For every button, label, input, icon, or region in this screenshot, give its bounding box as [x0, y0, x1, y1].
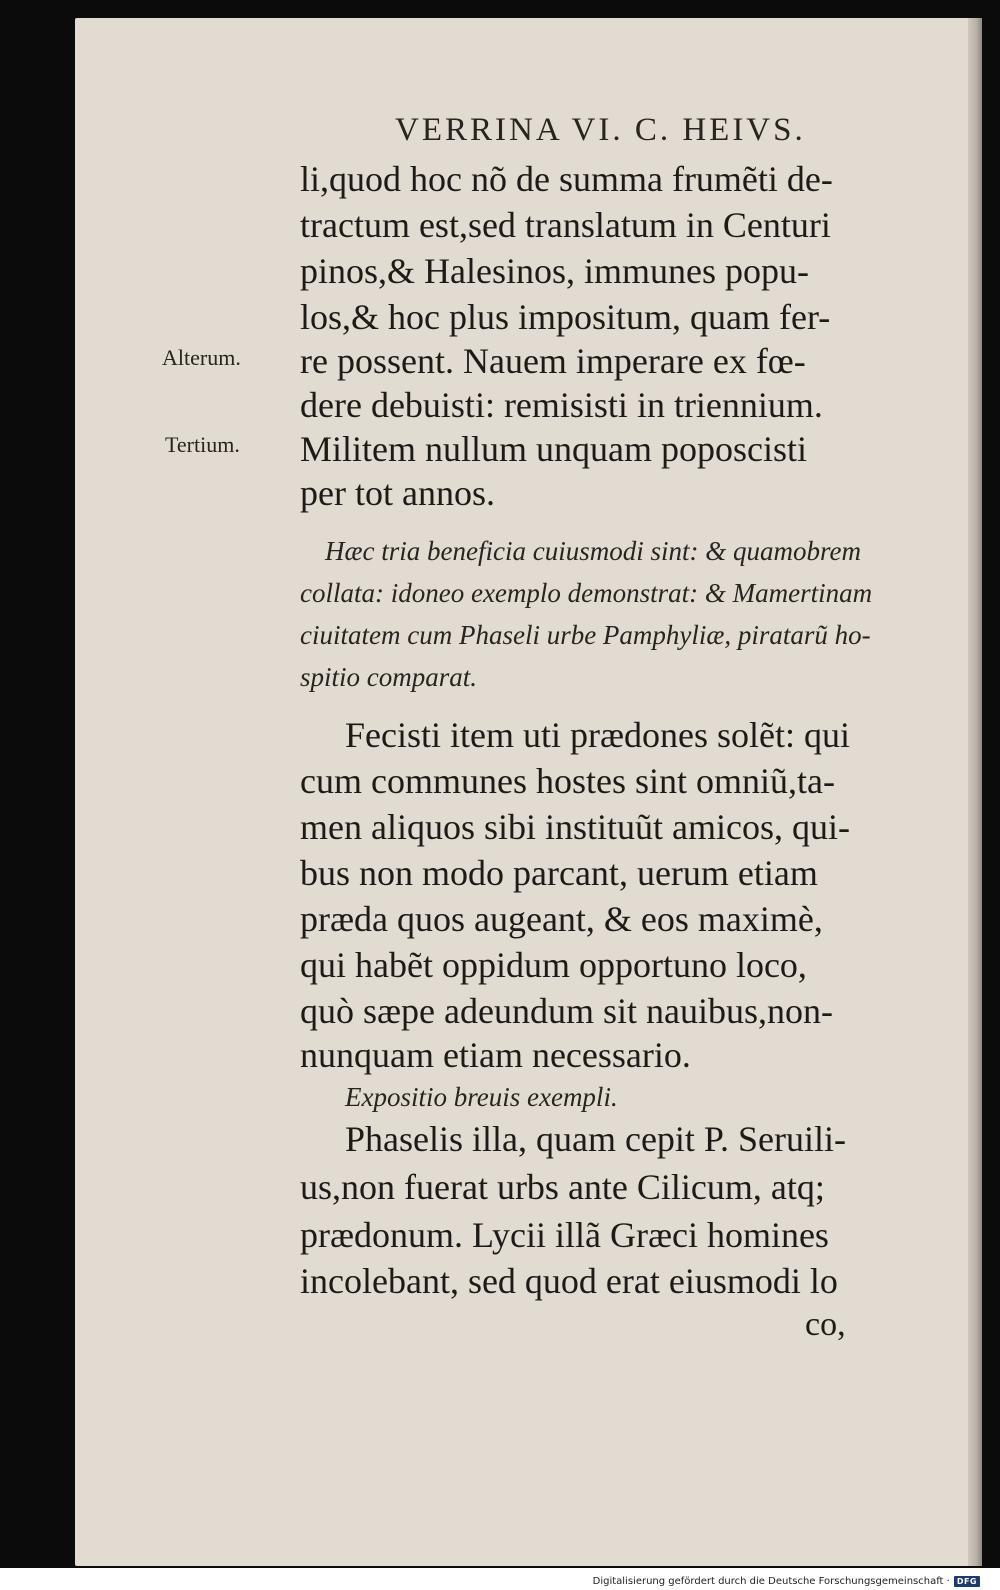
- text-line: us,non fuerat urbs ante Cilicum, atq;: [300, 1167, 825, 1207]
- text-line: li,quod hoc nõ de summa frumẽti de-: [300, 159, 833, 199]
- running-head: VERRINA VI. C. HEIVS.: [395, 112, 806, 148]
- text-line: qui habẽt oppidum opportuno loco,: [300, 945, 807, 985]
- margin-note-tertium: Tertium.: [165, 432, 240, 457]
- text-line: per tot annos.: [300, 473, 495, 513]
- argument-line: Hæc tria beneficia cuiusmodi sint: & quamobrem: [325, 536, 861, 566]
- text-line: Militem nullum unquam poposcisti: [300, 429, 807, 469]
- text-line: bus non modo parcant, uerum etiam: [300, 853, 818, 893]
- argument-line: ciuitatem cum Phaseli urbe Pamphyliæ, piratarũ ho-: [300, 620, 871, 650]
- text-line: Fecisti item uti prædones solẽt: qui: [345, 715, 850, 755]
- argument-line: spitio comparat.: [300, 662, 478, 692]
- page-fore-edge: [968, 18, 982, 1566]
- text-line: dere debuisti: remisisti in triennium.: [300, 385, 823, 425]
- text-line: præda quos augeant, & eos maximè,: [300, 899, 823, 939]
- text-line: incolebant, sed quod erat eiusmodi lo: [300, 1261, 838, 1301]
- catchword: co,: [805, 1306, 846, 1343]
- footer-text: Digitalisierung gefördert durch die Deutsche Forschungsgemeinschaft ·: [592, 1575, 950, 1587]
- text-line: nunquam etiam necessario.: [300, 1035, 691, 1075]
- text-line: tractum est,sed translatum in Centuri: [300, 205, 831, 245]
- dfg-logo-icon: DFG: [954, 1576, 980, 1587]
- margin-note-alterum: Alterum.: [162, 345, 241, 370]
- text-line: prædonum. Lycii illã Græci homines: [300, 1215, 829, 1255]
- subheading: Expositio breuis exempli.: [345, 1082, 618, 1112]
- text-line: pinos,& Halesinos, immunes popu-: [300, 251, 809, 291]
- argument-line: collata: idoneo exemplo demonstrat: & Mamertinam: [300, 578, 873, 608]
- text-line: los,& hoc plus impositum, quam fer-: [300, 297, 831, 337]
- text-line: quò sæpe adeundum sit nauibus,non-: [300, 991, 833, 1031]
- text-line: cum communes hostes sint omniũ,ta-: [300, 761, 835, 801]
- text-line: Phaselis illa, quam cepit P. Seruili-: [345, 1119, 846, 1159]
- text-line: men aliquos sibi instituũt amicos, qui-: [300, 807, 850, 847]
- text-line: re possent. Nauem imperare ex fœ-: [300, 341, 806, 381]
- digitization-credit: [593, 1573, 980, 1589]
